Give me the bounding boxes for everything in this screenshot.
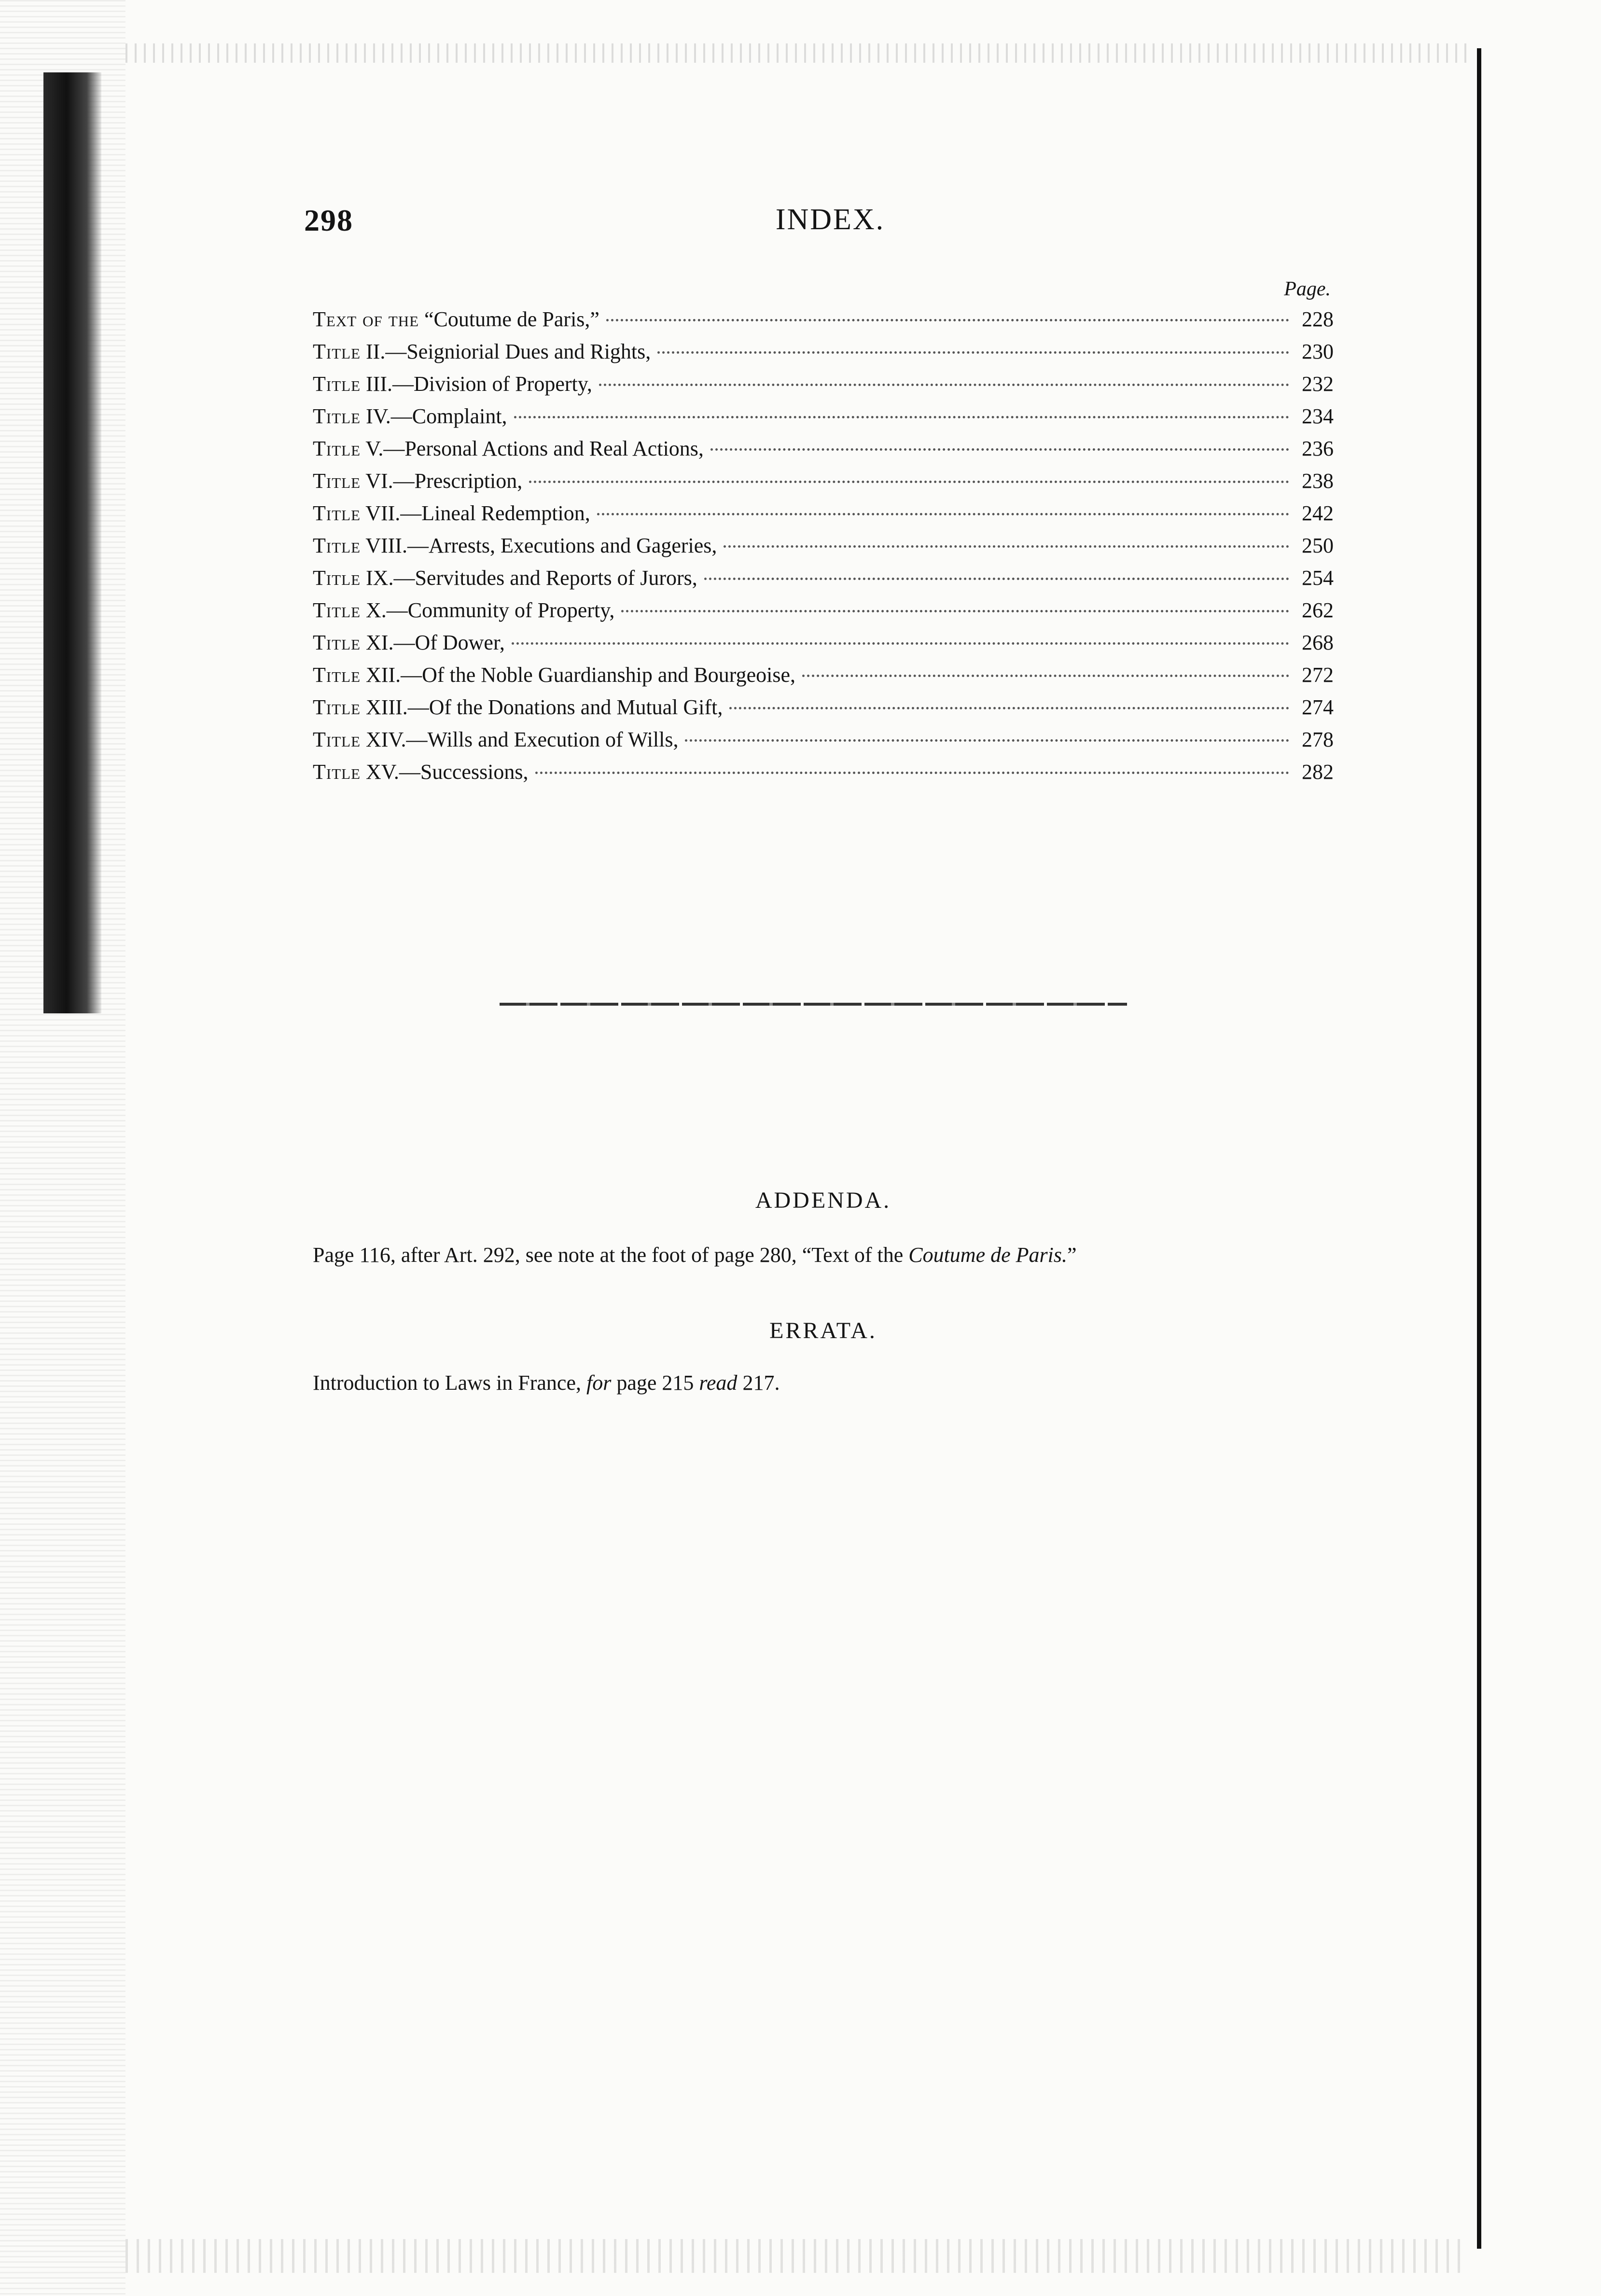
index-entry-page: 262 bbox=[1302, 598, 1334, 622]
index-entry-page: 228 bbox=[1302, 307, 1334, 331]
index-entry bbox=[313, 400, 1334, 432]
index-entry-title: X.—Community of Property, bbox=[361, 598, 615, 622]
index-entry-label bbox=[313, 594, 614, 626]
index-entry-title: III.—Division of Property, bbox=[361, 372, 592, 396]
index-entry bbox=[313, 756, 1334, 788]
dot-leader bbox=[606, 319, 1289, 321]
index-entry-page: 232 bbox=[1302, 372, 1334, 396]
index-entries bbox=[313, 303, 1334, 788]
running-header bbox=[304, 203, 1356, 256]
index-entry-prefix: Title bbox=[313, 760, 361, 784]
index-entry-prefix: Title bbox=[313, 501, 361, 525]
index-entry-page: 234 bbox=[1302, 404, 1334, 428]
scan-noise-top bbox=[125, 43, 1467, 63]
dot-leader bbox=[685, 739, 1289, 742]
index-entry-label bbox=[313, 368, 592, 400]
index-entry bbox=[313, 691, 1334, 723]
index-entry bbox=[313, 594, 1334, 626]
index-entry-title: XIII.—Of the Donations and Mutual Gift, bbox=[361, 695, 723, 719]
index-entry-page: 242 bbox=[1302, 501, 1334, 525]
index-entry bbox=[313, 335, 1334, 368]
index-entry-title: XIV.—Wills and Execution of Wills, bbox=[361, 728, 679, 751]
dot-leader bbox=[724, 545, 1289, 548]
errata-read: read bbox=[699, 1371, 738, 1395]
section-divider bbox=[500, 1003, 1127, 1006]
binding-shadow bbox=[43, 72, 101, 1013]
index-entry bbox=[313, 562, 1334, 594]
addenda-heading: ADDENDA. bbox=[755, 1188, 891, 1213]
index-entry-label bbox=[313, 465, 522, 497]
index-entry-page: 274 bbox=[1302, 695, 1334, 719]
index-entry-page: 282 bbox=[1302, 760, 1334, 784]
index-entry-title: VIII.—Arrests, Executions and Gageries, bbox=[361, 534, 717, 557]
index-entry-label bbox=[313, 497, 590, 529]
index-entry-page: 238 bbox=[1302, 469, 1334, 493]
index-entry-label bbox=[313, 659, 795, 691]
dot-leader bbox=[514, 416, 1289, 418]
index-entry-page: 272 bbox=[1302, 663, 1334, 687]
addenda-note bbox=[313, 1243, 1375, 1267]
index-entry-label bbox=[313, 562, 697, 594]
dot-leader bbox=[535, 772, 1289, 774]
page-edge-rule bbox=[1477, 48, 1481, 2249]
index-entry-prefix: Title bbox=[313, 566, 361, 590]
index-entry-label bbox=[313, 723, 678, 756]
dot-leader bbox=[657, 351, 1289, 354]
index-entry-title: “Coutume de Paris,” bbox=[419, 307, 599, 331]
index-entry-title: VII.—Lineal Redemption, bbox=[361, 501, 590, 525]
index-entry-prefix: Title bbox=[313, 340, 361, 363]
index-entry-page: 268 bbox=[1302, 631, 1334, 654]
index-entry-prefix: Title bbox=[313, 404, 361, 428]
addenda-italic-title: Coutume de Paris. bbox=[908, 1243, 1067, 1267]
dot-leader bbox=[529, 481, 1289, 483]
dot-leader bbox=[710, 448, 1289, 451]
index-entry-label bbox=[313, 529, 717, 562]
dot-leader bbox=[599, 384, 1289, 386]
index-entry-title: V.—Personal Actions and Real Actions, bbox=[361, 437, 704, 460]
dot-leader bbox=[597, 513, 1289, 515]
index-entry-prefix: Title bbox=[313, 437, 361, 460]
index-entry-title: XV.—Successions, bbox=[361, 760, 529, 784]
index-entry-label bbox=[313, 400, 507, 432]
index-entry bbox=[313, 529, 1334, 562]
index-entry-prefix: Title bbox=[313, 469, 361, 493]
errata-note bbox=[313, 1370, 1375, 1395]
index-entry-title: II.—Seigniorial Dues and Rights, bbox=[361, 340, 651, 363]
index-entry-title: XI.—Of Dower, bbox=[361, 631, 505, 654]
index-entry bbox=[313, 626, 1334, 659]
index-entry-prefix: Title bbox=[313, 663, 361, 687]
scan-noise-bottom bbox=[125, 2239, 1467, 2273]
errata-page: page 215 bbox=[611, 1371, 699, 1395]
dot-leader bbox=[704, 578, 1289, 580]
index-entry-label bbox=[313, 303, 599, 335]
index-entry bbox=[313, 497, 1334, 529]
index-table bbox=[313, 275, 1334, 788]
index-entry-prefix: Title bbox=[313, 728, 361, 751]
index-entry-title: VI.—Prescription, bbox=[361, 469, 523, 493]
index-entry-page: 278 bbox=[1302, 728, 1334, 751]
index-entry-prefix: Title bbox=[313, 598, 361, 622]
index-entry bbox=[313, 659, 1334, 691]
index-entry-label bbox=[313, 691, 723, 723]
page-column-label: Page. bbox=[1284, 278, 1331, 300]
page-title: INDEX. bbox=[775, 203, 885, 236]
index-entry-prefix: Title bbox=[313, 631, 361, 654]
index-entry-page: 254 bbox=[1302, 566, 1334, 590]
errata-text: Introduction to Laws in France, bbox=[313, 1371, 586, 1395]
index-entry-title: IV.—Complaint, bbox=[361, 404, 507, 428]
errata-heading: ERRATA. bbox=[769, 1318, 877, 1343]
index-entry-label bbox=[313, 756, 529, 788]
index-entry bbox=[313, 368, 1334, 400]
index-entry-prefix: Title bbox=[313, 695, 361, 719]
index-entry bbox=[313, 723, 1334, 756]
addenda-closing-quote: ” bbox=[1067, 1243, 1077, 1267]
index-entry-page: 250 bbox=[1302, 534, 1334, 557]
dot-leader bbox=[729, 707, 1289, 709]
dot-leader bbox=[512, 642, 1289, 645]
index-entry-prefix: Title bbox=[313, 372, 361, 396]
page-number: 298 bbox=[304, 203, 353, 237]
index-entry-page: 236 bbox=[1302, 437, 1334, 460]
errata-correction: 217. bbox=[737, 1371, 780, 1395]
index-entry-prefix: Text of the bbox=[313, 307, 419, 331]
index-entry-label bbox=[313, 432, 704, 465]
dot-leader bbox=[621, 610, 1289, 612]
index-entry-prefix: Title bbox=[313, 534, 361, 557]
index-entry-label bbox=[313, 626, 505, 659]
index-entry bbox=[313, 432, 1334, 465]
addenda-text: Page 116, after Art. 292, see note at the foot of page 280, “Text of the bbox=[313, 1243, 909, 1267]
index-entry bbox=[313, 303, 1334, 335]
index-entry-label bbox=[313, 335, 651, 368]
index-entry-page: 230 bbox=[1302, 340, 1334, 363]
errata-for: for bbox=[586, 1371, 612, 1395]
dot-leader bbox=[802, 675, 1289, 677]
index-entry bbox=[313, 465, 1334, 497]
index-entry-title: IX.—Servitudes and Reports of Jurors, bbox=[361, 566, 697, 590]
index-entry-title: XII.—Of the Noble Guardianship and Bourgeoise, bbox=[361, 663, 796, 687]
